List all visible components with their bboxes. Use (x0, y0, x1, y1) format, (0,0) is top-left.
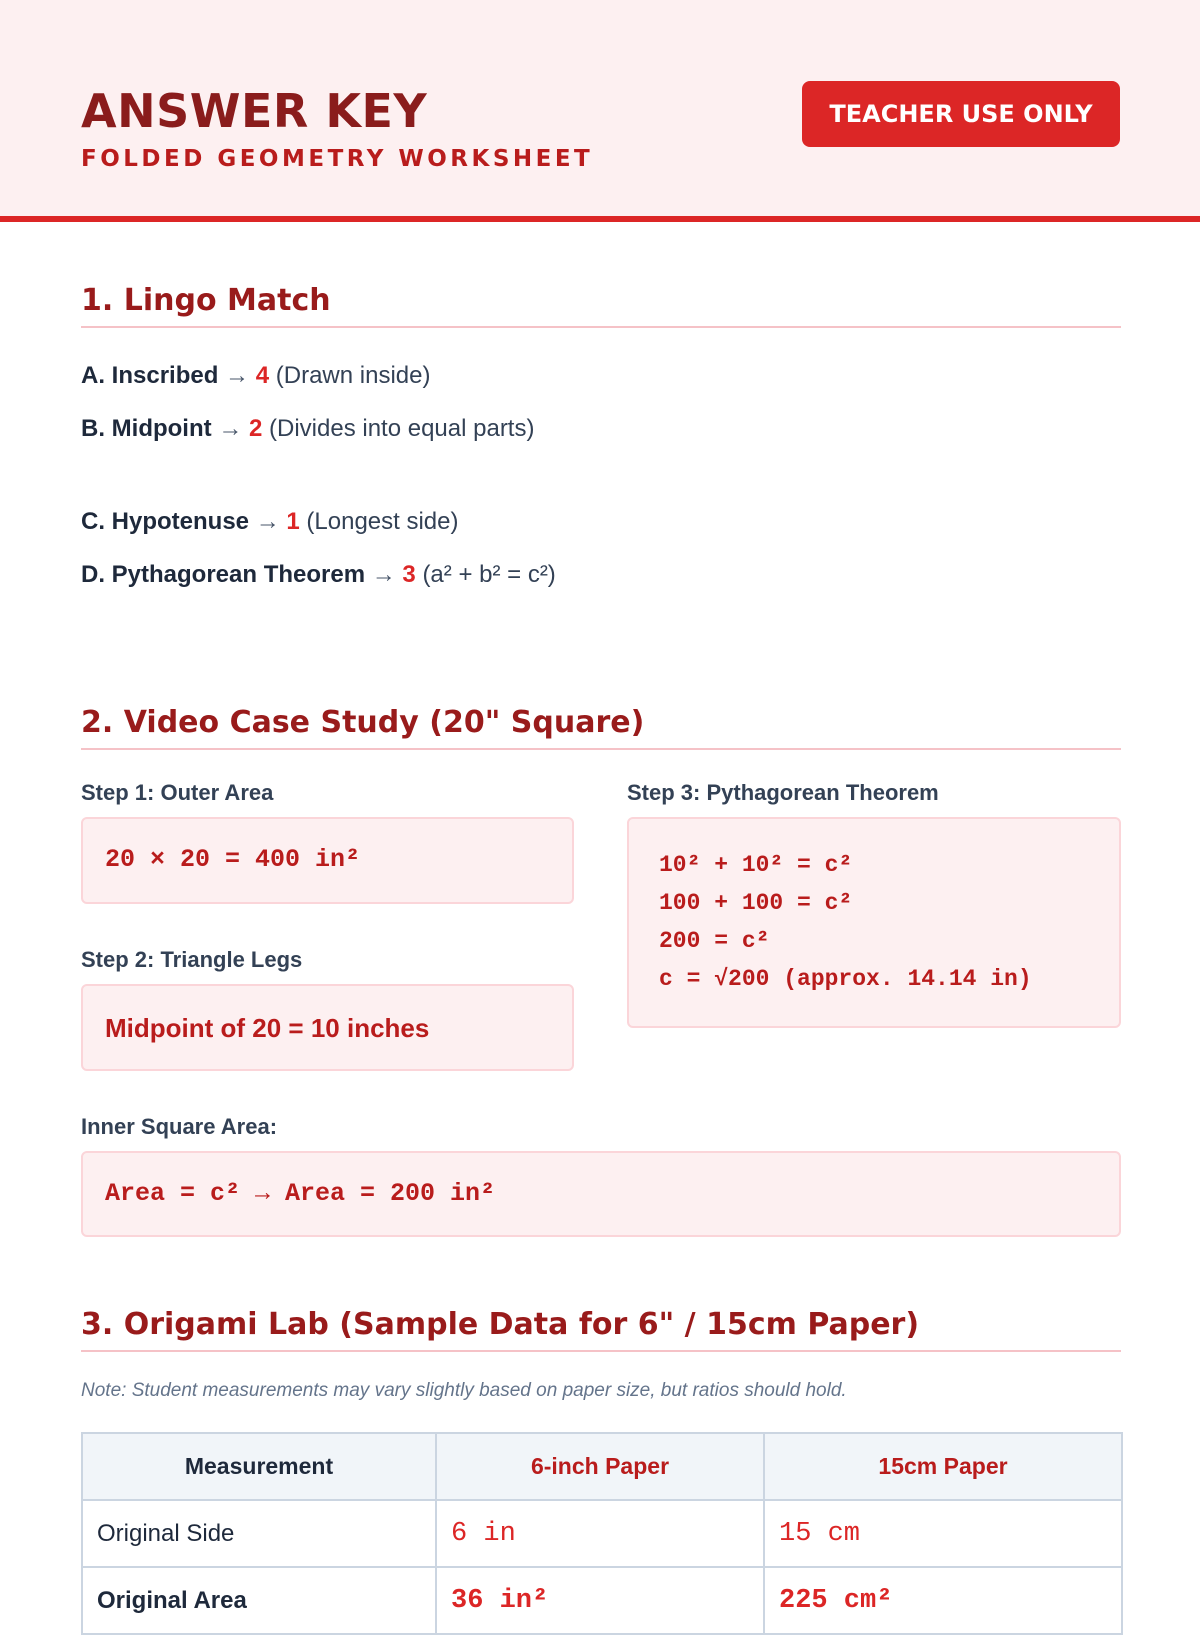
match-answer: 3 (402, 561, 416, 588)
match-term: A. Inscribed (81, 362, 219, 389)
column-header-6-inch: 6-inch Paper (436, 1433, 764, 1500)
teacher-use-badge: TEACHER USE ONLY (802, 81, 1120, 147)
row-label: Original Side (82, 1500, 436, 1567)
match-term: B. Midpoint (81, 415, 212, 442)
match-answer: 4 (255, 362, 270, 389)
pythagorean-step-line: 10² + 10² = c² (659, 852, 853, 878)
match-answer: 1 (286, 508, 300, 535)
answer-key-header (0, 0, 1200, 222)
section-lingo-match-title: 1. Lingo Match (81, 283, 1121, 328)
step1-label: Step 1: Outer Area (81, 780, 274, 805)
step3-label: Step 3: Pythagorean Theorem (627, 780, 939, 805)
pythagorean-step-line: 100 + 100 = c² (659, 890, 853, 916)
match-definition: (a² + b² = c²) (422, 561, 556, 588)
match-item (81, 502, 591, 542)
step1-answer: 20 × 20 = 400 in² (105, 845, 361, 874)
arrow-icon: → (371, 561, 396, 588)
step3-answer-box (627, 817, 1121, 1028)
step2-label: Step 2: Triangle Legs (81, 947, 303, 972)
match-item (81, 555, 591, 595)
column-header-15cm: 15cm Paper (764, 1433, 1122, 1500)
match-answer: 2 (248, 415, 263, 442)
row-label: Original Area (82, 1567, 436, 1634)
origami-lab-table (81, 1432, 1123, 1635)
match-item (81, 356, 591, 396)
step2-answer: Midpoint of 20 = 10 inches (105, 1013, 430, 1043)
page-title: ANSWER KEY (81, 84, 428, 138)
arrow-icon: → (225, 362, 250, 389)
pythagorean-step-line: 200 = c² (659, 928, 770, 954)
table-cell: 225 cm² (764, 1567, 1122, 1634)
inner-square-answer-box (81, 1151, 1121, 1237)
table-cell: 6 in (436, 1500, 764, 1567)
match-term: C. Hypotenuse (81, 508, 250, 535)
table-row (82, 1567, 1122, 1634)
match-definition: (Drawn inside) (275, 362, 431, 389)
inner-square-answer: Area = c² → Area = 200 in² (105, 1179, 496, 1208)
section-origami-lab-title: 3. Origami Lab (Sample Data for 6" / 15cm Paper) (81, 1307, 1121, 1352)
table-cell: 36 in² (436, 1567, 764, 1634)
match-item (81, 409, 591, 449)
inner-square-label: Inner Square Area: (81, 1114, 278, 1139)
match-definition: (Divides into equal parts) (269, 415, 535, 442)
column-header-measurement: Measurement (82, 1433, 436, 1500)
pythagorean-step-line: c = √200 (approx. 14.14 in) (659, 966, 1032, 992)
section-video-case-study-title: 2. Video Case Study (20" Square) (81, 705, 1121, 750)
arrow-icon: → (218, 415, 243, 442)
measurement-note: Note: Student measurements may vary slightly based on paper size, but ratios should hold. (81, 1380, 847, 1401)
page-subtitle: FOLDED GEOMETRY WORKSHEET (81, 146, 594, 172)
match-definition: (Longest side) (306, 508, 459, 535)
match-term: D. Pythagorean Theorem (81, 561, 366, 588)
table-row (82, 1500, 1122, 1567)
table-header-row (82, 1433, 1122, 1500)
step1-answer-box (81, 817, 574, 904)
arrow-icon: → (255, 508, 280, 535)
step2-answer-box (81, 984, 574, 1071)
table-cell: 15 cm (764, 1500, 1122, 1567)
